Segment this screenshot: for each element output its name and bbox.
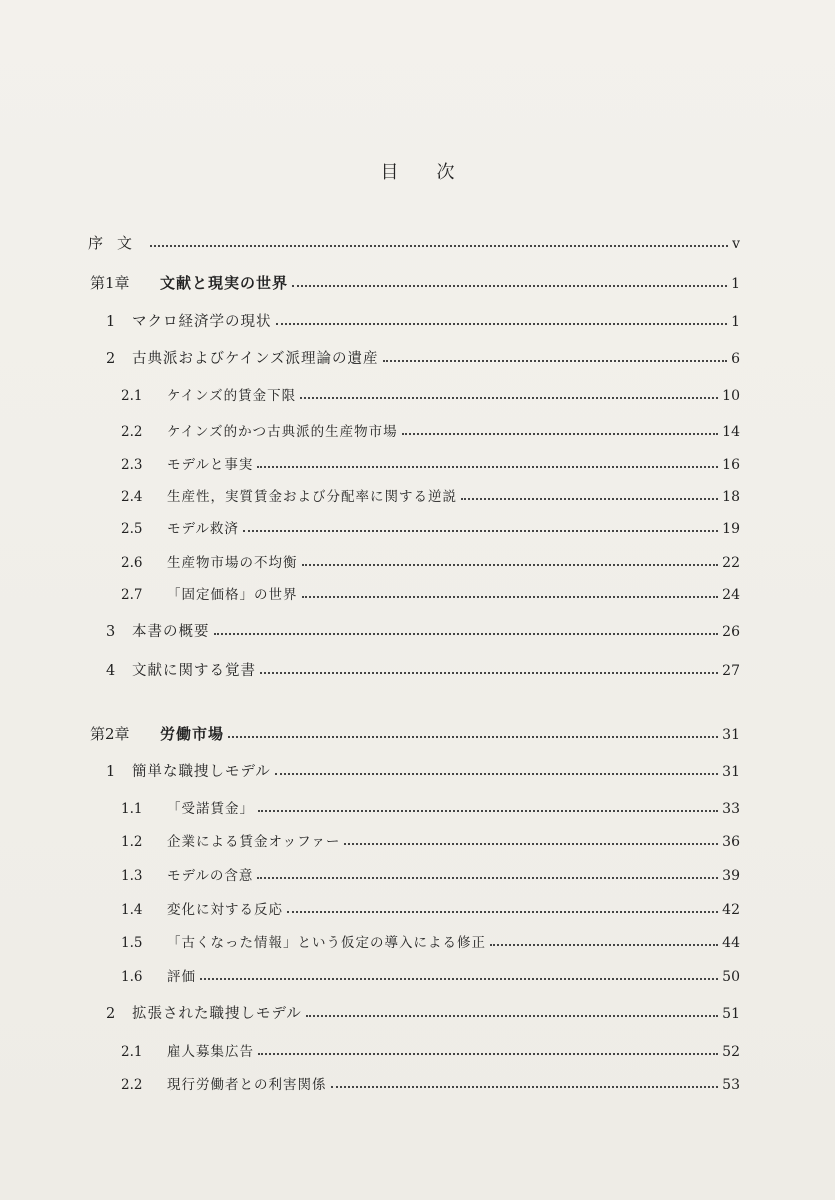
- toc-entry-page: 6: [731, 351, 740, 367]
- toc-entry-title: 古典派およびケインズ派理論の遺産: [132, 351, 379, 367]
- dot-leader: [490, 943, 718, 946]
- toc-entry-title: マクロ経済学の現状: [132, 314, 272, 330]
- toc-entry-number: 1.2: [121, 834, 143, 850]
- toc-entry-number: 1.1: [121, 801, 143, 817]
- toc-entry-subsection[interactable]: [121, 931, 740, 951]
- dot-leader: [258, 1052, 718, 1055]
- dot-leader: [150, 244, 728, 247]
- toc-entry-page: 52: [722, 1044, 740, 1060]
- dot-leader: [228, 735, 718, 738]
- toc-entry-page: 42: [722, 902, 740, 918]
- toc-entry-title: 序文: [88, 234, 147, 252]
- dot-leader: [302, 595, 719, 598]
- dot-leader: [402, 432, 719, 435]
- dot-leader: [257, 876, 718, 879]
- toc-entry-page: 33: [722, 801, 740, 817]
- toc-entry-title: モデル救済: [167, 521, 239, 537]
- toc-entry-section[interactable]: [106, 1002, 740, 1023]
- toc-entry-subsection[interactable]: [121, 453, 740, 473]
- toc-entry-page: 36: [722, 834, 740, 850]
- toc-entry-section[interactable]: [106, 347, 740, 368]
- toc-entry-number: 1.5: [121, 935, 143, 951]
- toc-entry-subsection[interactable]: [121, 830, 740, 850]
- toc-entry-page: 10: [722, 388, 740, 404]
- dot-leader: [260, 671, 718, 674]
- toc-entry-number: 2.2: [121, 424, 143, 440]
- toc-entry-title: 現行労働者との利害関係: [167, 1077, 327, 1093]
- toc-entry-subsection[interactable]: [121, 420, 740, 440]
- toc-entry-number: 第1章: [90, 274, 130, 292]
- toc-entry-number: 3: [106, 624, 116, 640]
- toc-entry-page: 31: [722, 764, 740, 780]
- toc-entry-page: 51: [722, 1006, 740, 1022]
- toc-entry-page: 1: [731, 276, 740, 292]
- toc-entry-title: 生産物市場の不均衡: [167, 555, 298, 571]
- dot-leader: [461, 497, 718, 500]
- dot-leader: [258, 809, 718, 812]
- dot-leader: [275, 772, 718, 775]
- toc-entry-title: モデルと事実: [167, 457, 254, 473]
- toc-entry-preface[interactable]: [88, 232, 740, 253]
- dot-leader: [257, 465, 718, 468]
- toc-entry-subsection[interactable]: [121, 384, 740, 404]
- toc-entry-number: 2: [106, 1006, 116, 1022]
- toc-entry-page: 19: [722, 521, 740, 537]
- toc-entry-page: 27: [722, 663, 740, 679]
- toc-entry-title: ケインズ的かつ古典派的生産物市場: [167, 424, 398, 440]
- dot-leader: [331, 1085, 719, 1088]
- toc-entry-number: 1.4: [121, 902, 143, 918]
- toc-entry-subsection[interactable]: [121, 1073, 740, 1093]
- toc-entry-section[interactable]: [106, 659, 740, 680]
- toc-entry-title: 拡張された職捜しモデル: [132, 1006, 302, 1022]
- toc-entry-number: 2.7: [121, 587, 143, 603]
- toc-entry-page: 14: [722, 424, 740, 440]
- toc-entry-page: 39: [722, 868, 740, 884]
- toc-entry-title: 「固定価格」の世界: [167, 587, 298, 603]
- toc-entry-page: 53: [722, 1077, 740, 1093]
- toc-entry-subsection[interactable]: [121, 898, 740, 918]
- toc-entry-number: 2.5: [121, 521, 143, 537]
- toc-entry-number: 2: [106, 351, 116, 367]
- toc-entry-subsection[interactable]: [121, 1040, 740, 1060]
- toc-entry-title: 「古くなった情報」という仮定の導入による修正: [167, 935, 486, 951]
- toc-entry-subsection[interactable]: [121, 517, 740, 537]
- toc-entry-page: 22: [722, 555, 740, 571]
- toc-entry-subsection[interactable]: [121, 583, 740, 603]
- toc-entry-section[interactable]: [106, 620, 740, 641]
- toc-entry-chapter-1[interactable]: [90, 272, 740, 293]
- toc-entry-number: 2.6: [121, 555, 143, 571]
- toc-entry-number: 2.2: [121, 1077, 143, 1093]
- toc-entry-page: 18: [722, 489, 740, 505]
- dot-leader: [287, 910, 718, 913]
- toc-entry-page: 26: [722, 624, 740, 640]
- toc-entry-page: 16: [722, 457, 740, 473]
- toc-entry-number: 第2章: [90, 725, 130, 743]
- toc-entry-page: v: [732, 236, 740, 252]
- toc-entry-title: 文献と現実の世界: [160, 274, 289, 292]
- dot-leader: [306, 1014, 718, 1017]
- toc-entry-title: 生産性，実質賃金および分配率に関する逆説: [167, 489, 457, 505]
- toc-entry-page: 31: [722, 727, 740, 743]
- dot-leader: [292, 284, 727, 287]
- dot-leader: [344, 842, 718, 845]
- dot-leader: [302, 563, 719, 566]
- toc-entry-title: 雇人募集広告: [167, 1044, 254, 1060]
- toc-entry-title: 簡単な職捜しモデル: [132, 764, 271, 780]
- toc-entry-number: 4: [106, 663, 116, 679]
- toc-entry-number: 1.6: [121, 969, 143, 985]
- toc-entry-number: 2.3: [121, 457, 143, 473]
- toc-entry-subsection[interactable]: [121, 864, 740, 884]
- toc-entry-title: 評価: [167, 969, 196, 985]
- dot-leader: [200, 977, 718, 980]
- toc-entry-section[interactable]: [106, 310, 740, 331]
- toc-entry-title: 「受諾賃金」: [167, 801, 254, 817]
- toc-entry-chapter-2[interactable]: [90, 723, 740, 744]
- toc-entry-number: 1.3: [121, 868, 143, 884]
- toc-entry-number: 1: [106, 314, 116, 330]
- dot-leader: [383, 359, 728, 362]
- dot-leader: [214, 632, 719, 635]
- toc-entry-subsection[interactable]: [121, 551, 740, 571]
- toc-entry-page: 44: [722, 935, 740, 951]
- toc-entry-page: 50: [722, 969, 740, 985]
- toc-entry-subsection[interactable]: [121, 485, 740, 505]
- toc-entry-title: 企業による賃金オッファー: [167, 834, 341, 850]
- dot-leader: [300, 396, 718, 399]
- toc-entry-title: モデルの含意: [167, 868, 254, 884]
- toc-entry-subsection[interactable]: [121, 965, 740, 985]
- toc-entry-title: 労働市場: [160, 725, 225, 743]
- toc-entry-number: 2.1: [121, 1044, 143, 1060]
- toc-heading: 目次: [380, 162, 493, 183]
- toc-entry-section[interactable]: [106, 760, 740, 781]
- toc-entry-title: 本書の概要: [132, 624, 210, 640]
- toc-entry-title: ケインズ的賃金下限: [167, 388, 297, 404]
- toc-entry-page: 1: [731, 314, 740, 330]
- toc-entry-subsection[interactable]: [121, 797, 740, 817]
- toc-entry-page: 24: [722, 587, 740, 603]
- toc-entry-number: 1: [106, 764, 116, 780]
- toc-entry-number: 2.1: [121, 388, 143, 404]
- dot-leader: [276, 322, 728, 325]
- dot-leader: [243, 529, 718, 532]
- toc-entry-title: 変化に対する反応: [167, 902, 283, 918]
- toc-entry-number: 2.4: [121, 489, 143, 505]
- toc-entry-title: 文献に関する覚書: [132, 663, 256, 679]
